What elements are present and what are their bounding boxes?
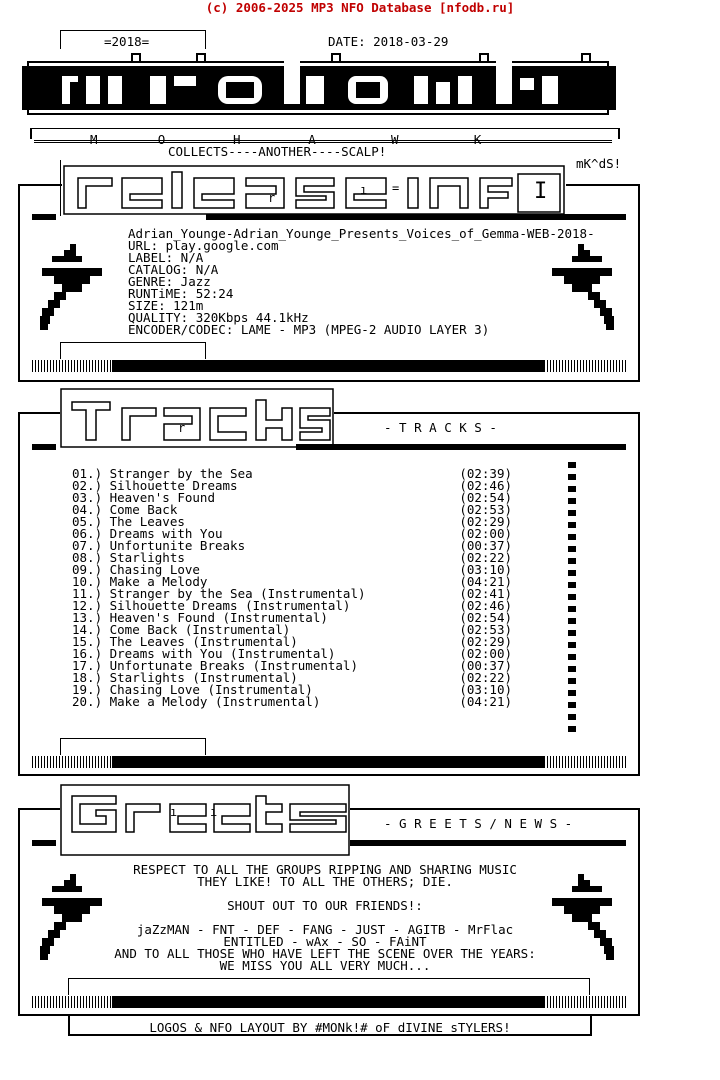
track-duration: (03:10): [459, 682, 512, 697]
copyright-line: (c) 2006-2025 MP3 NFO Database [nfodb.ru]: [205, 0, 515, 15]
track-title: 12.) Silhouette Dreams (Instrumental): [72, 598, 351, 613]
greets-line-8: AND TO ALL THOSE WHO HAVE LEFT THE SCENE OVER THE YEARS:: [114, 946, 536, 961]
release-tab-line: [60, 160, 61, 216]
wing-ornament-left: [34, 244, 106, 343]
tracks-hatch-right: [544, 756, 626, 768]
track-title: 02.) Silhouette Dreams: [72, 478, 238, 493]
release-name: Adrian_Younge-Adrian_Younge_Presents_Voices_of_Gemma-WEB-2018-: [128, 226, 595, 241]
track-duration: (02:00): [459, 526, 512, 541]
track-duration: (04:21): [459, 694, 512, 709]
track-title: 08.) Starlights: [72, 550, 185, 565]
track-title: 01.) Stranger by the Sea: [72, 466, 253, 481]
svg-text:r: r: [178, 421, 186, 435]
track-duration: (02:22): [459, 670, 512, 685]
greets-bar: [112, 996, 544, 1008]
track-title: 05.) The Leaves: [72, 514, 185, 529]
tracks-rule-left: [32, 444, 56, 450]
track-duration: (02:46): [459, 478, 512, 493]
track-title: 09.) Chasing Love: [72, 562, 200, 577]
track-duration: (03:10): [459, 562, 512, 577]
track-duration: (02:53): [459, 622, 512, 637]
track-duration: (02:41): [459, 586, 512, 601]
year-tag: =2018=: [104, 34, 150, 49]
release-catalog: CATALOG: N/A: [128, 262, 219, 277]
release-genre: GENRE: Jazz: [128, 274, 211, 289]
track-title: 17.) Unfortunate Breaks (Instrumental): [72, 658, 358, 673]
svg-text:=: =: [392, 181, 400, 195]
greets-heading: - G R E E T S / N E W S -: [384, 816, 573, 831]
greets-line-7: ENTITLED - wAx - SO - FAiNT: [223, 934, 427, 949]
greets-bottom-tab: [68, 978, 590, 995]
track-title: 20.) Make a Melody (Instrumental): [72, 694, 321, 709]
release-label: LABEL: N/A: [128, 250, 204, 265]
track-title: 15.) The Leaves (Instrumental): [72, 634, 298, 649]
svg-text:ı: ı: [210, 805, 218, 819]
release-details: [128, 228, 595, 336]
greets-rule-right: [350, 840, 626, 846]
tagline-letters: M O H A W K: [90, 132, 482, 147]
tracks-hatch-left: [32, 756, 112, 768]
release-bar: [112, 360, 544, 372]
release-rule-left: [32, 214, 56, 220]
track-duration: (02:54): [459, 610, 512, 625]
tracks-rule-right: [296, 444, 626, 450]
track-duration: (02:54): [459, 490, 512, 505]
release-runtime: RUNTiME: 52:24: [128, 286, 234, 301]
greets-logo: [60, 784, 350, 856]
release-encoder: ENCODER/CODEC: LAME - MP3 (MPEG-2 AUDIO LAYER 3): [128, 322, 490, 337]
release-url: URL: play.google.com: [128, 238, 279, 253]
release-hatch-right: [544, 360, 626, 372]
track-title: 16.) Dreams with You (Instrumental): [72, 646, 336, 661]
svg-text:r: r: [268, 191, 276, 205]
greets-line-1: RESPECT TO ALL THE GROUPS RIPPING AND SHARING MUSIC: [133, 862, 517, 877]
tracks-bar: [112, 756, 544, 768]
track-title: 06.) Dreams with You: [72, 526, 223, 541]
track-duration: (02:22): [459, 550, 512, 565]
track-row: [72, 696, 512, 708]
track-scrollbar[interactable]: [568, 462, 576, 734]
greets-line-4: SHOUT OUT TO OUR FRIENDS!:: [227, 898, 423, 913]
track-title: 03.) Heaven's Found: [72, 490, 215, 505]
svg-text:ı: ı: [360, 183, 368, 197]
track-duration: (02:00): [459, 646, 512, 661]
track-title: 18.) Starlights (Instrumental): [72, 670, 298, 685]
track-duration: (02:39): [459, 466, 512, 481]
greets-rule-left: [32, 840, 56, 846]
release-info-logo: [62, 164, 566, 216]
release-hatch-left: [32, 360, 112, 372]
footer-credit: LOGOS & NFO LAYOUT BY #MONk!# oF dIVINE sTYLERS!: [149, 1020, 511, 1035]
release-quality: QUALITY: 320Kbps 44.1kHz: [128, 310, 309, 325]
track-duration: (02:29): [459, 634, 512, 649]
greets-line-6: jaZzMAN - FNT - DEF - FANG - JUST - AGITB - MrFlac: [136, 922, 514, 937]
tracks-logo: [60, 388, 334, 448]
track-duration: (02:29): [459, 514, 512, 529]
greets-line-2: THEY LIKE! TO ALL THE OTHERS; DIE.: [197, 874, 453, 889]
track-title: 07.) Unfortunite Breaks: [72, 538, 246, 553]
track-title: 14.) Come Back (Instrumental): [72, 622, 291, 637]
track-duration: (00:37): [459, 538, 512, 553]
greets-hatch-right: [544, 996, 626, 1008]
svg-text:I: I: [534, 179, 548, 204]
track-duration: (04:21): [459, 574, 512, 589]
tagline-words: COLLECTS----ANOTHER----SCALP!: [168, 144, 387, 159]
greets-text: [0, 864, 650, 972]
track-title: 11.) Stranger by the Sea (Instrumental): [72, 586, 366, 601]
track-duration: (02:46): [459, 598, 512, 613]
track-title: 10.) Make a Melody: [72, 574, 208, 589]
track-duration: (02:53): [459, 502, 512, 517]
tracks-bottom-tab: [60, 738, 206, 755]
greets-hatch-left: [32, 996, 112, 1008]
release-bottom-tab: [60, 342, 206, 359]
signature: mK^dS!: [576, 156, 622, 171]
track-title: 19.) Chasing Love (Instrumental): [72, 682, 313, 697]
tracks-heading: - T R A C K S -: [384, 420, 497, 435]
header-date: DATE: 2018-03-29: [328, 34, 449, 49]
track-duration: (00:37): [459, 658, 512, 673]
mohawk-logo: [22, 48, 616, 130]
svg-text:ı: ı: [170, 805, 178, 819]
release-size: SIZE: 121m: [128, 298, 204, 313]
track-title: 04.) Come Back: [72, 502, 178, 517]
track-title: 13.) Heaven's Found (Instrumental): [72, 610, 328, 625]
greets-line-9: WE MISS YOU ALL VERY MUCH...: [219, 958, 431, 973]
release-rule-right: [206, 214, 626, 220]
